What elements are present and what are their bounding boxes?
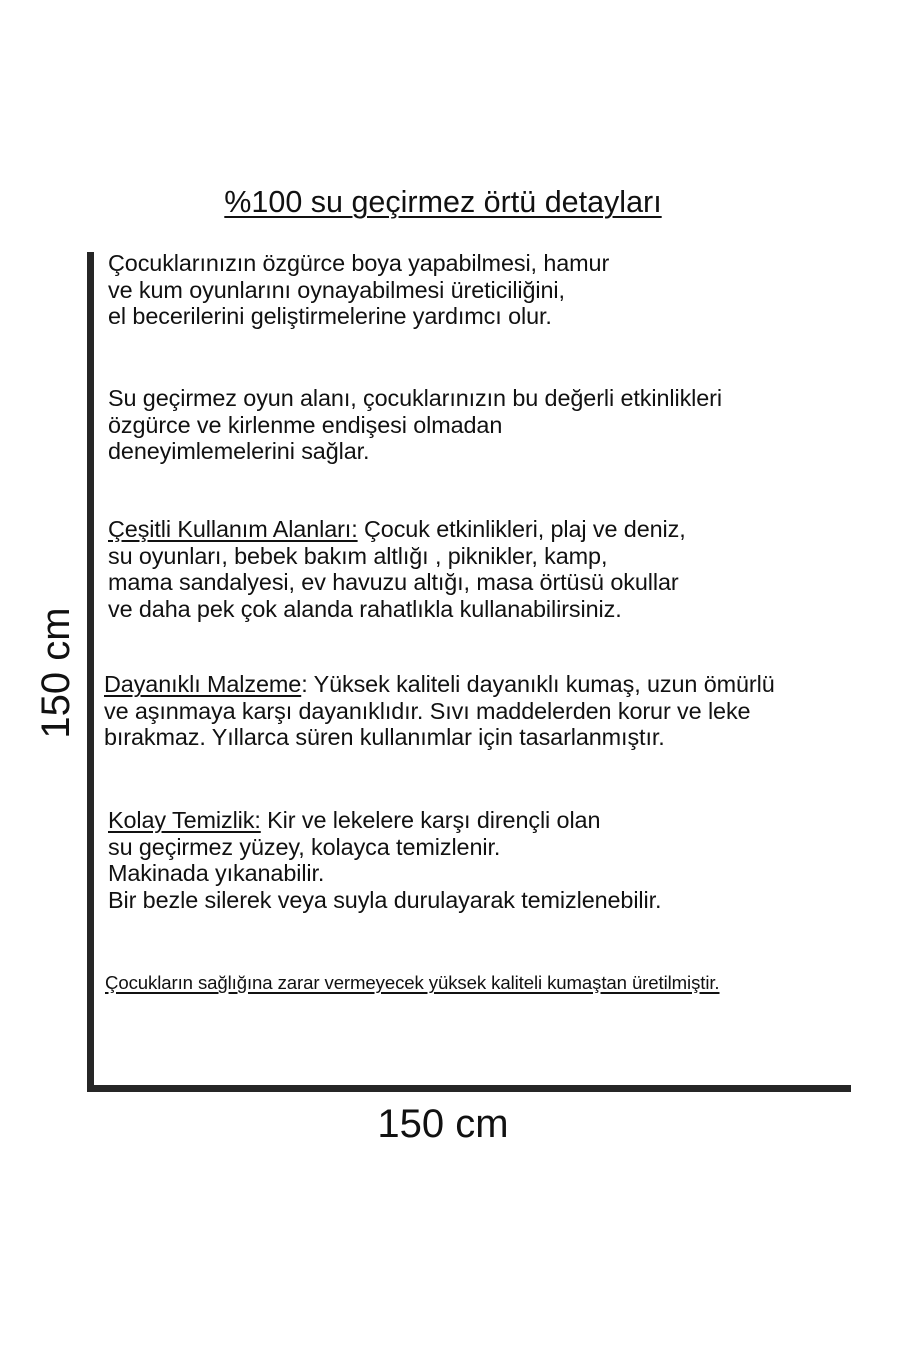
section-waterproof-play-area (108, 385, 722, 465)
page-title (0, 184, 886, 220)
section-heading: Çeşitli Kullanım Alanları: (108, 516, 358, 542)
footer-note: Çocukların sağlığına zarar vermeyecek yüksek kaliteli kumaştan üretilmiştir. (105, 972, 720, 993)
section-line: su geçirmez yüzey, kolayca temizlenir. (108, 833, 501, 860)
section-line: deneyimlemelerini sağlar. (108, 438, 370, 464)
section-line: Makinada yıkanabilir. (108, 860, 325, 886)
width-dimension-label: 150 cm (377, 1102, 509, 1146)
section-first-line-text: Çocuk etkinlikleri, plaj ve deniz, (357, 516, 686, 542)
section-line: özgürce ve kirlenme endişesi olmadan (108, 411, 503, 438)
section-line: mama sandalyesi, ev havuzu altığı, masa örtüsü okullar (108, 569, 679, 595)
section-line: ve aşınmaya karşı dayanıklıdır. Sıvı maddelerden korur ve leke (104, 697, 751, 724)
section-easy-cleaning (108, 807, 661, 913)
height-dimension-line (87, 252, 94, 1092)
section-line: ve daha pek çok alanda rahatlıkla kullanabilirsiniz. (108, 595, 622, 622)
section-line: ve kum oyunlarını oynayabilmesi üreticiliğini, (108, 276, 565, 303)
section-line: el becerilerini geliştirmelerine yardımcı olur. (108, 303, 552, 329)
section-first-line (104, 671, 775, 698)
width-dimension-line (87, 1085, 851, 1092)
section-line: Su geçirmez oyun alanı, çocuklarınızın bu değerli etkinlikleri (108, 385, 722, 411)
section-line: su oyunları, bebek bakım altlığı , piknikler, kamp, (108, 542, 608, 569)
section-first-line-text: Kir ve lekelere karşı dirençli olan (260, 807, 601, 833)
section-first-line-text: : Yüksek kaliteli dayanıklı kumaş, uzun ömürlü (301, 671, 775, 697)
section-first-line (108, 807, 661, 834)
section-line: Çocuklarınızın özgürce boya yapabilmesi, hamur (108, 250, 610, 276)
section-line: Bir bezle silerek veya suyla durulayarak temizlenebilir. (108, 886, 662, 913)
section-usage-areas (108, 516, 686, 622)
section-intro (108, 250, 609, 330)
height-dimension-label: 150 cm (34, 607, 78, 739)
page-title-text: %100 su geçirmez örtü detayları (224, 185, 662, 219)
section-first-line (108, 516, 686, 543)
section-line: bırakmaz. Yıllarca süren kullanımlar için tasarlanmıştır. (104, 724, 665, 750)
section-heading: Kolay Temizlik: (108, 807, 261, 833)
section-durable-material (104, 671, 775, 751)
section-heading: Dayanıklı Malzeme (104, 671, 302, 697)
